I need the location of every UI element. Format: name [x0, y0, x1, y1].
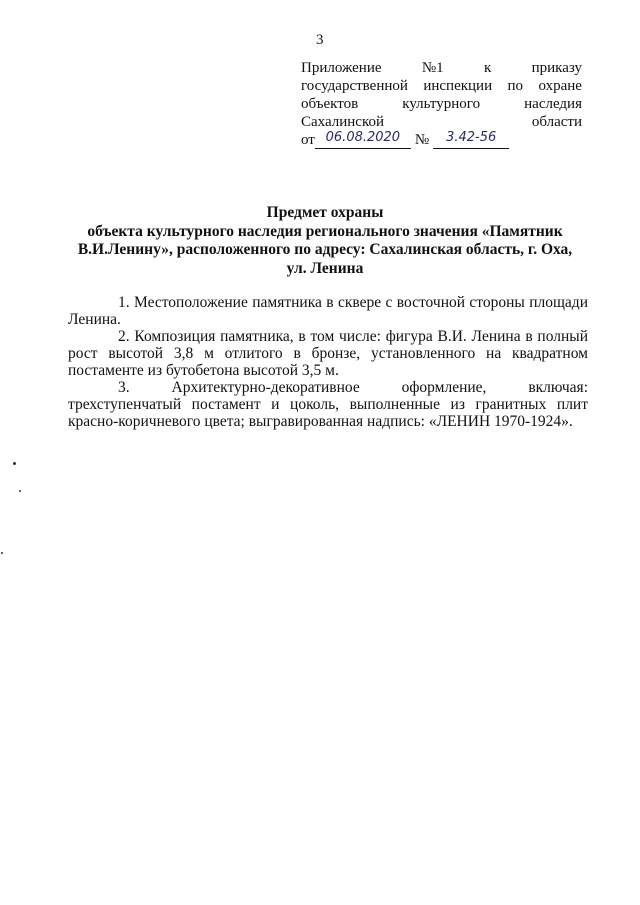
appendix-word: наследия — [524, 96, 582, 112]
title-line-1: Предмет охраны — [266, 204, 384, 221]
from-label: от — [301, 132, 315, 148]
page-number: 3 — [316, 32, 324, 48]
appendix-word: государственной — [301, 78, 408, 94]
appendix-word: Сахалинской — [301, 114, 385, 130]
scan-speck — [19, 490, 21, 492]
scan-speck — [13, 462, 16, 465]
item-3-continuation: трехступенчатый постамент и цоколь, выполненные из гранитных плит красно-коричневого цвета; выгравированная надпись: «ЛЕНИН 1970-1924». — [68, 396, 588, 430]
appendix-word: области — [531, 114, 582, 130]
item-2: 2. Композиция памятника, в том числе: фигура В.И. Ленина в полный рост высотой 3,8 м отлитого в бронзе, установленного на квадратном постаменте из бутобетона высотой 3,5 м. — [68, 328, 588, 379]
appendix-word: объектов — [301, 96, 359, 112]
document-title — [60, 204, 590, 278]
document-body — [68, 294, 588, 430]
handwritten-order-number: 3.42-56 — [433, 131, 509, 149]
item-3-word: Архитектурно-декоративное — [171, 379, 360, 396]
appendix-header — [301, 59, 582, 149]
item-1: 1. Местоположение памятника в сквере с восточной стороны площади Ленина. — [68, 294, 588, 328]
title-line-3: В.И.Ленину», расположенного по адресу: Сахалинская область, г. Оха, — [77, 241, 573, 258]
appendix-date-line — [301, 131, 582, 149]
appendix-line-4 — [301, 113, 582, 131]
appendix-line-2 — [301, 77, 582, 95]
appendix-word: охране — [538, 78, 582, 94]
item-3-first-line — [68, 379, 588, 396]
appendix-word: по — [507, 78, 524, 94]
appendix-word: инспекции — [423, 78, 493, 94]
scan-speck — [1, 552, 3, 554]
appendix-word: приказу — [531, 60, 582, 76]
number-label: № — [414, 132, 430, 148]
appendix-line-1 — [301, 59, 582, 77]
title-line-2: объекта культурного наследия регионального значения «Памятник — [87, 222, 563, 240]
appendix-word: Приложение — [301, 60, 382, 76]
title-line-4: ул. Ленина — [286, 259, 364, 277]
appendix-word: к — [483, 60, 492, 76]
item-3-word: оформление, — [401, 379, 487, 396]
handwritten-date: 06.08.2020 — [315, 131, 411, 149]
item-3-word: включая: — [528, 379, 588, 396]
item-3-number: 3. — [118, 379, 130, 396]
appendix-word: культурного — [402, 96, 481, 112]
appendix-line-3 — [301, 95, 582, 113]
appendix-word: №1 — [421, 60, 444, 76]
